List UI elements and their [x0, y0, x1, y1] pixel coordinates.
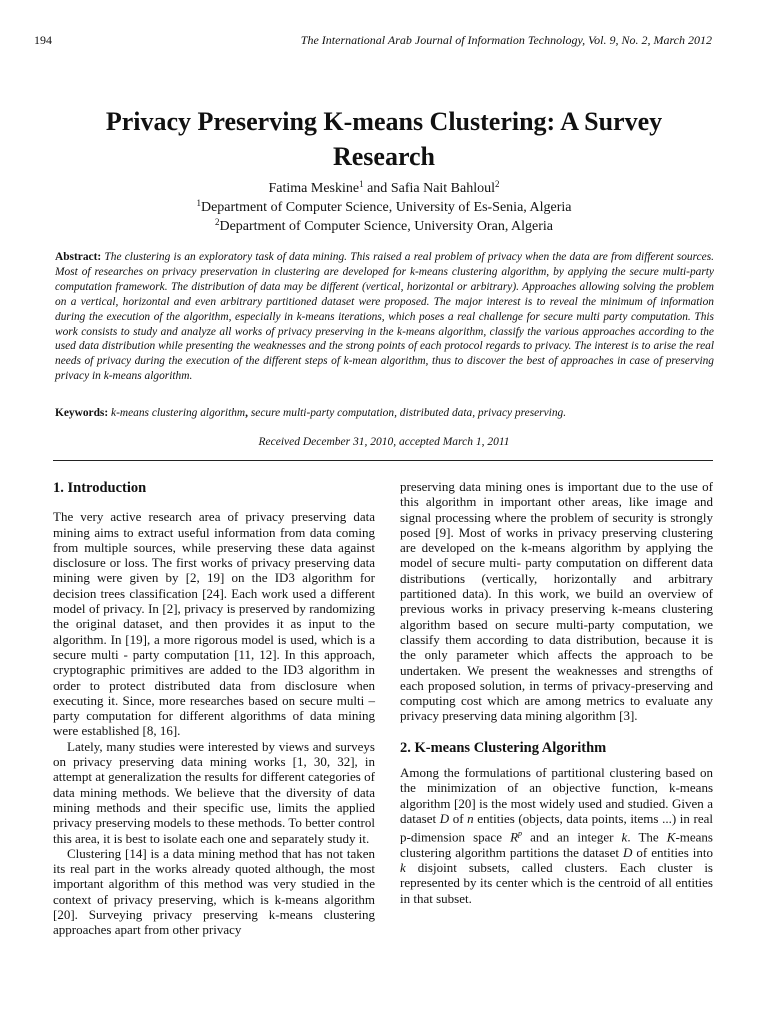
page-number: 194	[34, 33, 52, 47]
intro-paragraph-continued: preserving data mining ones is important due to the use of this algorithm in important other areas, like image and signal processing where the problem of security is strongly posed [9]. Most of works in privacy preserving clustering are developed on the k-means algorithm by applying the model of secure multi- party computation on different data distributions (vertically, horizontally and arbitrary partitioned data). In this work, we build an overview of previous works in privacy preserving k-means clustering algorithm based on secure multi-party computation, we classify them according to data distribution, because it is the only parameter which affects the approach to be undertaken. We present the weaknesses and strengths of each proposed solution, in terms of privacy-preserving and computing cost which are among metrics to evaluate any privacy preserving data mining algorithm [3].	[400, 479, 713, 724]
author-and: and	[363, 181, 391, 196]
paper-title	[40, 104, 728, 174]
kmeans-paragraph: Among the formulations of partitional clustering based on the minimization of an objective function, k-means algorithm [20] is the most widely used and studied. Given a dataset D of n entities (objects, data points, items ...) in real p-dimension space $R^p$ and an integer k. The K-means clustering algorithm partitions the dataset D of entities into k disjoint subsets, called clusters. Each cluster is represented by its center which is the centroid of all entities in that subset.	[400, 765, 713, 906]
title-line-1: Privacy Preserving K-means Clustering: A Survey	[105, 107, 663, 136]
keywords	[55, 407, 714, 419]
section-divider	[53, 460, 713, 461]
affiliation-1	[0, 198, 768, 217]
author-1: Fatima Meskine	[268, 181, 360, 196]
intro-paragraph-3: Clustering [14] is a data mining method that has not taken its real part in the works already quoted although, the most important algorithm of this method was very studied in the context of privacy preserving, which is k-means algorithm [20]. Surveying privacy preserving k-means clustering approaches apart from other privacy	[53, 845, 375, 938]
journal-header: The International Arab Journal of Information Technology, Vol. 9, No. 2, March 2012	[300, 33, 712, 47]
author-1-sup: 1	[359, 179, 364, 189]
author-2-sup: 2	[495, 179, 500, 189]
keywords-part-1: k-means clustering algorithm	[111, 407, 246, 419]
author-line	[0, 179, 768, 198]
affiliation-1-text: Department of Computer Science, University of Es-Senia, Algeria	[200, 200, 572, 215]
affiliation-2-sup: 2	[214, 217, 220, 227]
left-column	[53, 481, 375, 938]
right-column	[400, 479, 713, 906]
abstract-label: Abstract:	[55, 251, 102, 263]
title-line-2: Research	[332, 142, 436, 171]
affiliation-2-text: Department of Computer Science, University Oran, Algeria	[219, 219, 554, 234]
received-date: Received December 31, 2010, accepted March 1, 2011	[258, 436, 510, 448]
intro-paragraph-1: The very active research area of privacy preserving data mining aims to extract useful information from data coming from multiple sources, while preserving these data against disclosure or loss. The first works of privacy preserving data mining were given by [2, 19] on the ID3 algorithm for decision trees classification [24]. Each work used a different model of privacy. In [2], privacy is preserved by randomizing the original dataset, and then provides it as input to the algorithm. In [19], a more rigorous model is used, which is a secure multi - party computation [11, 12]. In this approach, cryptographic primitives are added to the ID3 algorithm in order to protect distributed data from disclosure when executing it. Since, more researches based on secure multi –party computation for different algorithms of data mining were established [8, 16].	[53, 509, 375, 739]
kmeans-heading: 2. K-means Clustering Algorithm	[400, 739, 607, 756]
author-2: Safia Nait Bahloul	[390, 181, 496, 196]
keywords-part-2: secure multi-party computation, distributed data, privacy preserving.	[250, 407, 567, 419]
affiliation-2	[0, 217, 768, 236]
abstract	[55, 250, 714, 384]
keywords-comma: ,	[245, 407, 249, 419]
affiliation-1-sup: 1	[196, 198, 201, 208]
intro-heading: 1. Introduction	[53, 480, 147, 496]
author-block	[0, 179, 768, 236]
keywords-label: Keywords:	[55, 407, 109, 419]
intro-paragraph-2: Lately, many studies were interested by views and surveys on privacy preserving data mining works [1, 30, 32], in attempt at generalization the results for different categories of data mining methods. We believe that the diversity of data mining methods and their specific use, limits the applied privacy preserving models to these methods. To better control this area, it is best to isolate each one and separately study it.	[53, 738, 375, 846]
abstract-text: The clustering is an exploratory task of data mining. This raised a real problem of privacy when the data are from different sources. Most of researches on privacy preservation in clustering are developed for k-means clustering algorithm, by applying the secure multi-party computation framework. The distribution of data may be different (vertical, horizontal or arbitrary). Approaches allowing solving the problem on a vertical, horizontal and even arbitrary partitioned dataset were proposed. The major interest is to reveal the minimum of information during the execution of the algorithm, especially in k-means iterations, which poses a real challenge for secure multi party computation. This work consists to study and analyze all works of privacy preserving in the k-means algorithm, classify the various approaches according to the used data distribution while presenting the weaknesses and the strong points of each protocol regards to privacy. The interest is to arise the real needs of privacy during the execution of the different steps of k-mean algorithm, thus to discover the best of approaches in case of preserving privacy in k-means algorithm.	[55, 251, 714, 383]
